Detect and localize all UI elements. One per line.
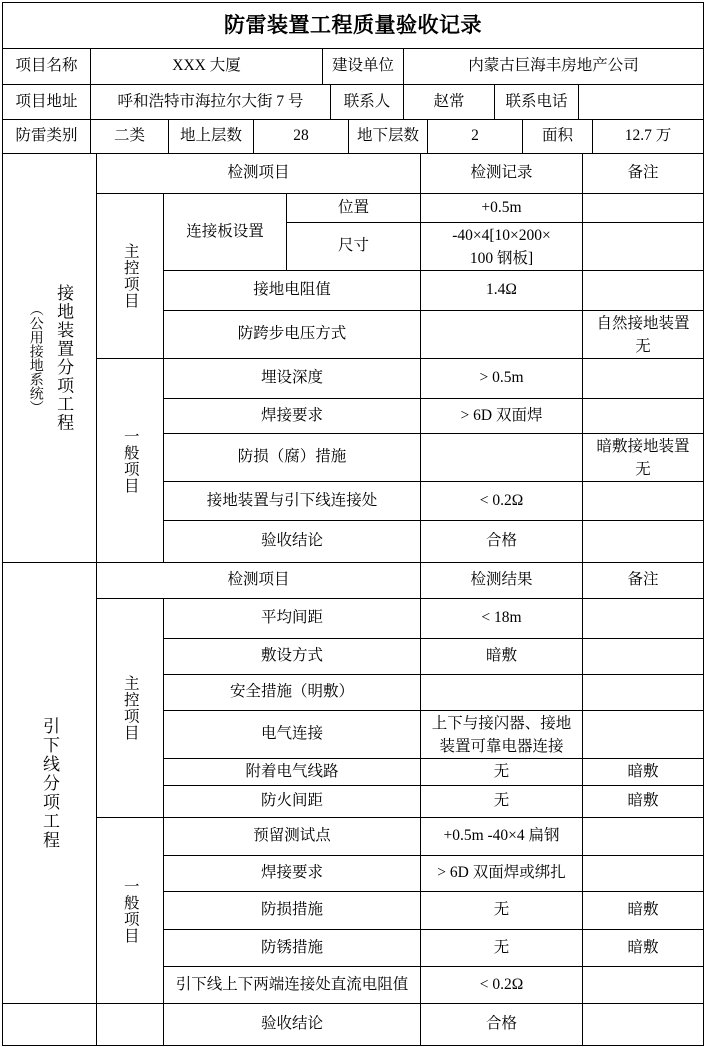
down-conductor-header-remark: 备注 [582, 562, 704, 599]
floors-above-value: 28 [253, 119, 349, 154]
grounding-main-group-label: 主控项目 [121, 243, 139, 309]
lightning-class-value: 二类 [90, 119, 169, 154]
down-conductor-header-item: 检测项目 [96, 562, 421, 599]
grounding-conclusion-value: 合格 [420, 520, 583, 563]
phone-label: 联系电话 [494, 84, 579, 120]
remark-line: 自然接地装置 [596, 314, 690, 332]
table-row-remark: 暗敷 [582, 891, 704, 930]
table-row-item: 防损措施 [163, 891, 421, 930]
table-row-remark [582, 310, 704, 359]
project-address-label: 项目地址 [2, 84, 91, 120]
down-conductor-general-group [96, 817, 164, 1004]
table-row-remark [582, 270, 704, 311]
table-row-remark [582, 817, 704, 856]
table-row-item: 埋设深度 [163, 358, 421, 399]
table-row-item: 防火间距 [163, 785, 421, 818]
value-lines [432, 712, 572, 758]
grounding-section-title: 接地装置分项工程 [54, 284, 74, 432]
table-row-value: 无 [420, 891, 583, 930]
table-row-value: < 18m [420, 598, 583, 639]
remark-line: 无 [635, 460, 651, 478]
table-row-value: 1.4Ω [420, 270, 583, 311]
value-line: 装置可靠电器连接 [439, 737, 564, 755]
table-row-value: > 0.5m [420, 358, 583, 399]
floors-below-value: 2 [427, 119, 523, 154]
grounding-main-group [96, 193, 164, 359]
table-row-item: 预留测试点 [163, 817, 421, 856]
lightning-class-label: 防雷类别 [2, 119, 91, 154]
table-row-remark [582, 638, 704, 675]
grounding-section-label [2, 153, 97, 563]
phone-value [578, 84, 704, 120]
table-row-item: 焊接要求 [163, 855, 421, 892]
plate-position-label: 位置 [286, 193, 421, 223]
contact-value: 赵常 [403, 84, 495, 120]
plate-position-remark [582, 193, 704, 223]
table-row-item: 防锈措施 [163, 929, 421, 967]
plate-size-remark [582, 222, 704, 271]
table-row-value [420, 310, 583, 359]
table-row-remark [582, 358, 704, 399]
remark-lines [596, 312, 689, 358]
plate-size-label: 尺寸 [286, 222, 421, 271]
remark-line: 无 [635, 337, 651, 355]
table-row-item: 防跨步电压方式 [163, 310, 421, 359]
connection-plate-item: 连接板设置 [163, 193, 287, 271]
plate-position-value: +0.5m [420, 193, 583, 223]
plate-size-line: -40×4[10×200× [452, 226, 551, 244]
down-conductor-main-group-label: 主控项目 [121, 675, 139, 741]
project-name-label: 项目名称 [2, 48, 91, 85]
remark-line: 暗敷接地装置 [596, 437, 690, 455]
down-conductor-section-label [2, 562, 97, 1004]
value-line: 上下与接闪器、接地 [431, 714, 572, 732]
table-row-value: 无 [420, 758, 583, 786]
empty-cell [2, 1003, 97, 1046]
plate-size-value-lines [452, 224, 551, 270]
grounding-header-item: 检测项目 [96, 153, 421, 194]
floors-below-label: 地下层数 [348, 119, 428, 154]
table-row-remark: 暗敷 [582, 929, 704, 967]
table-row-remark [582, 433, 704, 482]
table-row-value: 暗敷 [420, 638, 583, 675]
table-row-remark [582, 674, 704, 711]
down-conductor-conclusion-value: 合格 [420, 1003, 583, 1046]
table-row-value [420, 710, 583, 759]
table-row-value: > 6D 双面焊 [420, 398, 583, 434]
contact-label: 联系人 [330, 84, 404, 120]
builder-value: 内蒙古巨海丰房地产公司 [403, 48, 704, 85]
table-row-remark [582, 710, 704, 759]
grounding-header-remark: 备注 [582, 153, 704, 194]
table-row-item: 接地装置与引下线连接处 [163, 481, 421, 521]
table-row-item: 安全措施（明敷） [163, 674, 421, 711]
table-row-remark [582, 855, 704, 892]
down-conductor-header-result: 检测结果 [420, 562, 583, 599]
floors-above-label: 地上层数 [168, 119, 254, 154]
grounding-general-group-label: 一般项目 [121, 427, 139, 494]
table-row-item: 焊接要求 [163, 398, 421, 434]
table-row-remark [582, 481, 704, 521]
table-row-value: < 0.2Ω [420, 966, 583, 1004]
down-conductor-section-title: 引下线分项工程 [40, 716, 59, 850]
grounding-section-subtitle: （公用接地系统） [27, 302, 43, 414]
table-row-item: 平均间距 [163, 598, 421, 639]
table-row-value [420, 674, 583, 711]
table-row-item: 引下线上下两端连接处直流电阻值 [163, 966, 421, 1004]
project-name-value: XXX 大厦 [90, 48, 323, 85]
table-row-remark [582, 966, 704, 1004]
down-conductor-conclusion-remark [582, 1003, 704, 1046]
table-row-remark [582, 398, 704, 434]
table-row-item: 接地电阻值 [163, 270, 421, 311]
table-row-value: 无 [420, 785, 583, 818]
table-row-value: 无 [420, 929, 583, 967]
grounding-header-result: 检测记录 [420, 153, 583, 194]
empty-cell [96, 1003, 164, 1046]
plate-size-line: 100 钢板] [469, 249, 534, 267]
table-row-item: 敷设方式 [163, 638, 421, 675]
plate-size-value [420, 222, 583, 271]
down-conductor-main-group [96, 598, 164, 818]
table-row-value: +0.5m -40×4 扁钢 [420, 817, 583, 856]
remark-lines [596, 435, 689, 481]
builder-label: 建设单位 [322, 48, 404, 85]
table-row-remark: 暗敷 [582, 758, 704, 786]
down-conductor-general-group-label: 一般项目 [121, 877, 139, 944]
document-title: 防雷装置工程质量验收记录 [2, 2, 704, 49]
table-row-value: > 6D 双面焊或绑扎 [420, 855, 583, 892]
grounding-conclusion-remark [582, 520, 704, 563]
area-label: 面积 [522, 119, 593, 154]
grounding-conclusion-label: 验收结论 [163, 520, 421, 563]
project-address-value: 呼和浩特市海拉尔大街 7 号 [90, 84, 331, 120]
table-row-value: < 0.2Ω [420, 481, 583, 521]
area-value: 12.7 万 [592, 119, 704, 154]
table-row-value [420, 433, 583, 482]
down-conductor-conclusion-label: 验收结论 [163, 1003, 421, 1046]
table-row-item: 电气连接 [163, 710, 421, 759]
table-row-remark [582, 598, 704, 639]
grounding-general-group [96, 358, 164, 563]
grounding-section-title-block [26, 284, 73, 432]
table-row-item: 附着电气线路 [163, 758, 421, 786]
table-row-remark: 暗敷 [582, 785, 704, 818]
table-row-item: 防损（腐）措施 [163, 433, 421, 482]
